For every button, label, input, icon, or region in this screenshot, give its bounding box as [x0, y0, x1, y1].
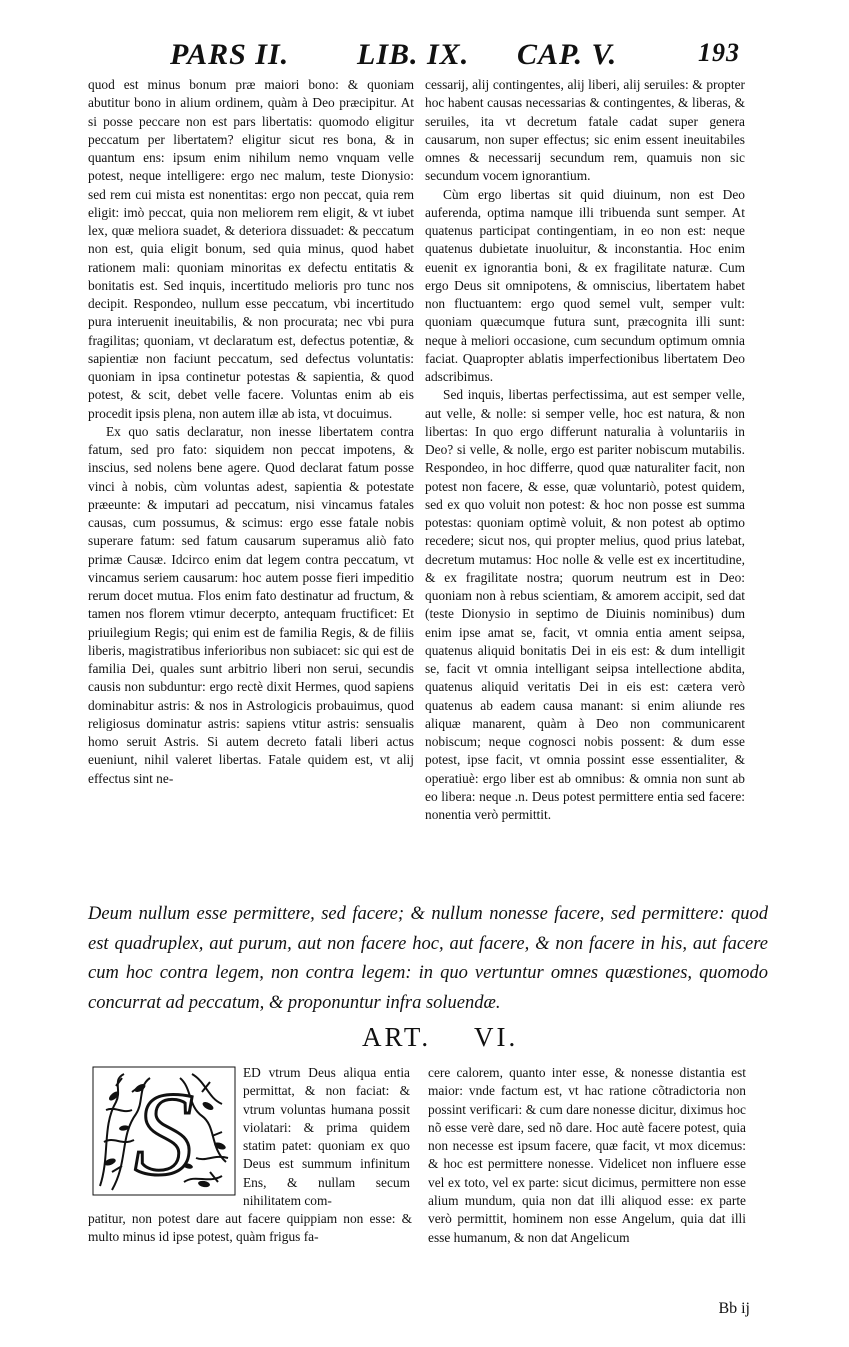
article-right-text: cere calorem, quanto inter esse, & nonesse distantia est maior: vnde factum est, vt hac ratione cõtradictoria non possint verificari: & cum dare nonesse dicitur, diximus hoc nõ esse verè dare, sed nõ dare. Hoc autè facere potest, quia non necesse est ipsum facere, quæ facit, vt mox dicemus: & hoc est permittere nonesse. Videlicet non influere esse vel ex toto, vel ex parte: sicut dicimus, permittere non esse alium mundum, quia non dat illi aliquod esse: ex parte verò permittit, hominem non esse Angelum, quia dat illi esse humanum, & non dat Angelicum [428, 1065, 746, 1245]
running-head-cap: CAP. V. [517, 38, 618, 71]
running-head-lib: LIB. IX. [357, 38, 470, 71]
article-left-text-bottom: patitur, non potest dare aut facere quippiam non esse: & multo minus id ipse potest, quàm frigus fa- [88, 1211, 412, 1245]
article-left-below-initial [88, 1210, 412, 1247]
decorated-initial-s [92, 1066, 236, 1196]
running-head-pars: PARS II. [170, 38, 290, 71]
article-summary: Deum nullum esse permittere, sed facere; & nullum nonesse facere, sed permittere: quod est quadruplex, aut purum, aut non facere hoc, aut facere, & non facere in his, aut facere cum hoc contra legem, non contra legem: in quo vertuntur omnes quæstiones, quomodo concurrat ad peccatum, & proponuntur infra soluendæ. [88, 904, 768, 1013]
article-number: VI. [474, 1022, 519, 1052]
left-text-column [88, 76, 414, 876]
right-text-column [425, 76, 745, 876]
running-head [170, 38, 770, 78]
right-paragraph-1: cessarij, alij contingentes, alij liberi, alij seruiles: & propter hoc habent causas necessarias & contingentes, & liberas, & seruiles, ita vt decretum fatale cadat super genera causarum, non super effectus; sic enim essent ineuitabiles omnes & necessarij secundum rem, quamuis non sic secundum vocem ignorantium. [425, 77, 745, 184]
article-right-column [428, 1064, 746, 1247]
page-number: 193 [698, 38, 740, 67]
initial-letter: S [134, 1067, 194, 1196]
article-left-text-top: ED vtrum Deus aliqua entia permittat, & non faciat: & vtrum voluntas humana possit violatari: & prima quidem statim patet: quoniam ex quo Deus est summum infinitum Ens, & nullam secum nihilitatem com- [243, 1065, 410, 1209]
signature-mark: Bb ij [718, 1300, 750, 1317]
right-paragraph-2: Cùm ergo libertas sit quid diuinum, non est Deo auferenda, optima namque illi tribuenda sunt semper. At quatenus participat contingentiam, in eo non est: neque quatenus dubietate inuoluitur, & inconstantia. Hoc enim euenit ex ignorantia boni, & ex fragilitate naturæ. Cum ergo Deus sit omnipotens, & omniscius, libertatem habet non fluctuantem: ergo quod semel vult, semper vult: quoniam quæcumque futura sunt, præcognita illi sunt: neque à meliori occasione, cum secundum optimum omnia faciat. Quapropter ablatis imperfectionibus libertatem Deo adscribimus. [425, 186, 745, 384]
article-left-beside-initial [243, 1064, 410, 1210]
article-heading [362, 1022, 582, 1056]
article-word: ART. [362, 1022, 432, 1052]
left-paragraph-2: Ex quo satis declaratur, non inesse libertatem contra fatum, sed pro fato: siquidem non peccat impotens, & inscius, sed nolens bene agere. Quod declarat fatum posse vinci à nobis, cùm voluntas adest, sapientia & potestate præeunte: & imputari ad peccatum, nisi vincamus fatales causas, cum possumus, & scimus: ergo esse fatale nobis superare fatum: sed fatum causarum superamus aliò fato primæ Causæ. Idcirco enim dat legem contra peccatum, vt vincamus seriem causarum: hoc autem posse fieri impeditio rerum docet mutua. Flos enim fato destinatur ad fructum, & tamen nos florem vtimur decerpto, antequam fructificet: Et priuilegium Regis; qui enim est de familia Regis, & de filiis liberis, magistratibus inferioribus non subiacet: sic qui est de familia Dei, quales sunt arbitrio liberi non serui, secundis causis non subduntur: ergo rectè dixit Hermes, quod sapiens dominabitur astris: & nos in Astrologicis probauimus, quod religiosus dominatur astris: sapiens vtitur astris: sensualis homo seruit Astris. Si autem decreto fatali liberi actus eueniunt, nihil valeret libertas. Fatale quidem est, vt alij effectus sint ne- [88, 423, 414, 786]
left-paragraph-1: quod est minus bonum præ maiori bono: & quoniam abutitur bono in alium ordinem, quàm à Deo præcipitur. At si posse peccare non est pars libertatis: quomodo eligitur peccatum per libertatem? eligitur sicut res bona, & in quantum ens: ipsum enim nihilum nemo vnquam velle potest, neque intelligere: ergo nec malum, teste Dionysio: sed rem cui mista est nonentitas: ergo non peccat, quia rem eligit: imò peccat, quia non meliorem rem eligit, & vt iubet lex, quæ meliora suadet, & deteriora dissuadet: & peccatum non est, quia eligit bonum, sed quia minus, quod habet rationem mali: quoniam minoritas ex defectu entitatis & bonitatis est. Sed inquis, incertitudo melioris pro tunc nos decipit. Respondeo, nullum esse peccatum, vbi incertitudo pura interuenit ineuitabilis, & non procurata; nec vbi pura fragilitas; quoniam, vt declaratum est, defectus potentiæ, & sapientiæ non faciunt peccatum, sed defectus voluntatis: quoniam in ipsa continetur potestas & sapientia, & quod potest, & scit, debet velle facere. Voluntas enim ab eis procedit ipsis plena, non autem illæ ab ista, vt docuimus. [88, 77, 414, 421]
right-paragraph-3: Sed inquis, libertas perfectissima, aut est semper velle, aut velle, & nolle: si semper velle, hoc est natura, & non libertas: In quo ergo differunt naturalia à voluntariis in Deo? si velle, & nolle, ergo est pariter nobiscum mutabilis. Respondeo, in hoc differre, quod quæ naturaliter facit, non potest non facere, & esse, quæ voluntariò, potest quidem, sed ex quo voluit non potest: & hoc non posse est summa potestas: quoniam optimè voluit, & non potest ab optimo recedere; sicut nos, qui propter melius, quod prius latebat, decretum mutamus: Hoc nolle & velle est ex incertitudine, & ex fragilitate nostra; quorum neutrum est in Deo: quoniam non à rebus scientiam, & amorem accipit, sed dat (teste Dionysio in septimo de Diuinis nominibus) dum enim ipse amat se, facit, vt omnia entia ament seipsa, quatenus aliquid bonitatis Dei in eis est: & dum intelligit se, facit vt omnia intelligant seipsa intellectione abdita, quatenus aliquid veritatis Dei in eis est: cætera verò quatenus ab eadem causa manant: si enim aliunde res aliquæ manarent, quàm à Deo non communicarent nobiscum; neque cognosci nobis possent: & dum esse potest, ipse facit, vt omnia possint esse essentialiter, & operatiuè: ergo liber est ab omnibus: & omnia non sunt ab eo libera: neque .n. Deus potest permittere entia sed facere: nonentia verò permittit. [425, 387, 745, 822]
